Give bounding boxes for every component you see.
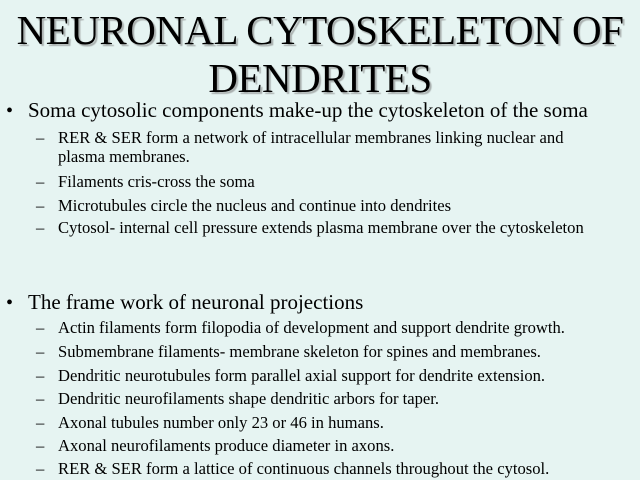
section-2-item-5: [36, 413, 384, 432]
section-2-heading: [6, 290, 363, 315]
section-2-item-2: [36, 342, 541, 361]
dash-marker: –: [36, 318, 45, 337]
dash-marker: –: [36, 413, 45, 432]
section-2-item-3: [36, 366, 545, 385]
list-item-text: Cytosol- internal cell pressure extends plasma membrane over the cytoskeleton: [58, 218, 584, 237]
dash-marker: –: [36, 172, 45, 191]
dash-marker: –: [36, 459, 45, 478]
section-2-heading-text: The frame work of neuronal projections: [28, 290, 364, 314]
list-item-text: RER & SER form a lattice of continuous channels throughout the cytosol.: [58, 459, 550, 478]
section-1-heading-text: Soma cytosolic components make-up the cytoskeleton of the soma: [28, 98, 588, 122]
list-item-text: Submembrane filaments- membrane skeleton for spines and membranes.: [58, 342, 541, 361]
section-2-item-7: [36, 459, 549, 478]
dash-marker: –: [36, 342, 45, 361]
title-line-1: NEURONAL CYTOSKELETON OF: [16, 7, 624, 53]
list-item-text: Actin filaments form filopodia of development and support dendrite growth.: [58, 318, 565, 337]
list-item-text: Dendritic neurofilaments shape dendritic arbors for taper.: [58, 389, 440, 408]
section-1-item-1: [36, 128, 564, 166]
list-item-text: Filaments cris-cross the soma: [58, 172, 255, 191]
section-2-item-1: [36, 318, 565, 337]
section-1-item-4: [36, 218, 584, 237]
bullet-marker: •: [6, 100, 14, 122]
section-2-item-6: [36, 436, 394, 455]
list-item-text: Axonal tubules number only 23 or 46 in humans.: [58, 413, 384, 432]
bullet-marker: •: [6, 292, 14, 314]
dash-marker: –: [36, 389, 45, 408]
list-item-text-continued: plasma membranes.: [58, 147, 190, 166]
list-item-text: Axonal neurofilaments produce diameter in axons.: [58, 436, 395, 455]
dash-marker: –: [36, 218, 45, 237]
slide-title: [0, 6, 640, 102]
title-line-2: DENDRITES: [208, 55, 432, 101]
dash-marker: –: [36, 196, 45, 215]
dash-marker: –: [36, 366, 45, 385]
list-item-text: RER & SER form a network of intracellular membranes linking nuclear and: [58, 128, 564, 147]
list-item-text: Microtubules circle the nucleus and continue into dendrites: [58, 196, 452, 215]
section-2-item-4: [36, 389, 439, 408]
section-1-heading: [6, 98, 588, 123]
list-item-text: Dendritic neurotubules form parallel axial support for dendrite extension.: [58, 366, 546, 385]
section-1-item-3: [36, 196, 451, 215]
section-1-item-2: [36, 172, 255, 191]
dash-marker: –: [36, 128, 45, 147]
dash-marker: –: [36, 436, 45, 455]
